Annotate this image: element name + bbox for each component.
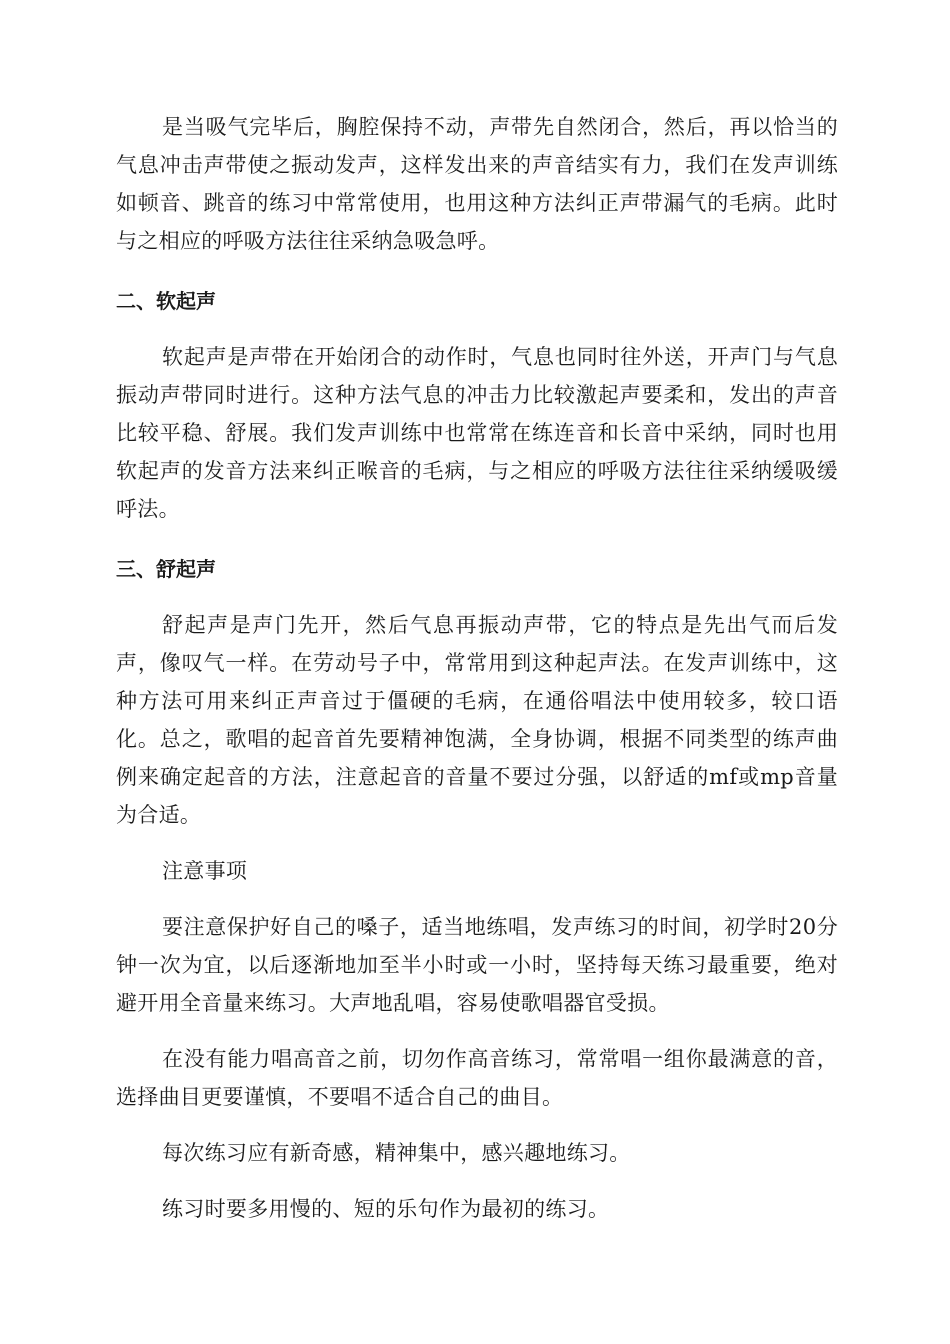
notes-heading: 注意事项 xyxy=(162,859,248,883)
paragraph-soft-onset: 软起声是声带在开始闭合的动作时，气息也同时往外送，开声门与气息振动声带同时进行。这种方法气息的冲击力比较激起声要柔和，发出的声音比较平稳、舒展。我们发声训练中也常常在练连音和长音中采纳，同时也用软起声的发音方法来纠正喉音的毛病，与之相应的呼吸方法往往采纳缓吸缓呼法。 xyxy=(116,345,838,521)
paragraph-note-slow-phrases: 练习时要多用慢的、短的乐句作为最初的练习。 xyxy=(162,1197,610,1221)
paragraph-note-protect-voice: 要注意保护好自己的嗓子，适当地练唱，发声练习的时间，初学时20分钟一次为宜，以后逐渐地加至半小时或一小时，坚持每天练习最重要，绝对避开用全音量来练习。大声地乱唱，容易使歌唱器官受损。 xyxy=(116,915,838,1015)
heading-soft-onset: 二、软起声 xyxy=(116,289,216,313)
document-page xyxy=(116,108,838,1228)
paragraph-note-high-notes: 在没有能力唱高音之前，切勿作高音练习，常常唱一组你最满意的音，选择曲目更要谨慎，不要唱不适合自己的曲目。 xyxy=(116,1047,838,1109)
paragraph-breathy-onset: 舒起声是声门先开，然后气息再振动声带，它的特点是先出气而后发声，像叹气一样。在劳动号子中，常常用到这种起声法。在发声训练中，这种方法可用来纠正声音过于僵硬的毛病，在通俗唱法中使用较多，较口语化。总之，歌唱的起音首先要精神饱满，全身协调，根据不同类型的练声曲例来确定起音的方法，注意起音的音量不要过分强，以舒适的mf或mp音量为合适。 xyxy=(116,613,838,827)
paragraph-note-focus: 每次练习应有新奇感，精神集中，感兴趣地练习。 xyxy=(162,1141,631,1165)
heading-breathy-onset: 三、舒起声 xyxy=(116,557,216,581)
paragraph-hard-onset: 是当吸气完毕后，胸腔保持不动，声带先自然闭合，然后，再以恰当的气息冲击声带使之振动发声，这样发出来的声音结实有力，我们在发声训练如顿音、跳音的练习中常常使用，也用这种方法纠正声带漏气的毛病。此时与之相应的呼吸方法往往采纳急吸急呼。 xyxy=(116,115,838,253)
